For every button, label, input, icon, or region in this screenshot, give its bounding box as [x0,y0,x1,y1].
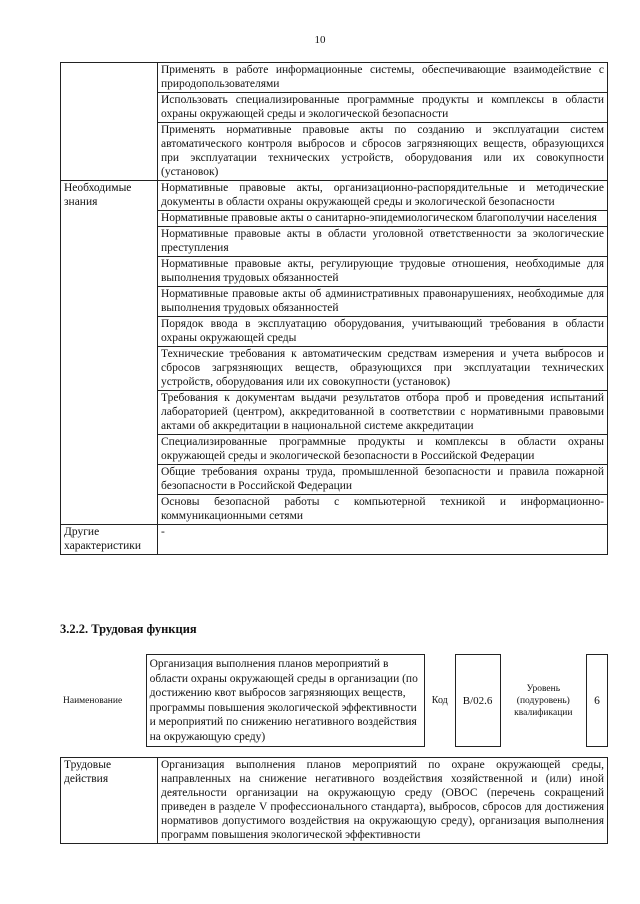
row-item: Специализированные программные продукты и комплексы в области охраны окружающей среды и экологической безопасности в Российской Федерации [158,435,608,465]
qualification-level: 6 [587,655,608,747]
qualification-level-label: Уровень (подуровень) квалификации [514,683,573,718]
row-item: Общие требования охраны труда, промышленной безопасности и правила пожарной безопасности в Российской Федерации [158,465,608,495]
function-code-label: Код [431,694,448,706]
row-item: Нормативные правовые акты о санитарно-эпидемиологическом благополучии населения [158,211,608,227]
row-item: Нормативные правовые акты, регулирующие трудовые отношения, необходимые для выполнения трудовых обязанностей [158,257,608,287]
page-number: 10 [314,34,326,46]
row-item: Требования к документам выдачи результатов отбора проб и проведения испытаний лабораторией (центром), аккредитованной в соответствии с нормативными правовыми актами об аккредитации в национальной системе аккредитации [158,391,608,435]
row-item: Использовать специализированные программные продукты и комплексы в области охраны окружающей среды и экологической безопасности [158,93,608,123]
function-code: B/02.6 [455,655,500,747]
row-item: Технические требования к автоматическим средствам измерения и учета выбросов и сбросов загрязняющих веществ, образующихся при эксплуатации технических устройств, оборудования или их совокупности (установок) [158,347,608,391]
section-heading: 3.2.2. Трудовая функция [60,622,197,636]
table-row [61,181,608,211]
row-item: Основы безопасной работы с компьютерной техникой и информационно-коммуникационными сетями [158,495,608,525]
row-item: - [158,525,608,555]
row-item: Нормативные правовые акты в области уголовной ответственности за экологические преступления [158,227,608,257]
row-label: Другие характеристики [61,525,158,555]
function-name-label: Наименование [63,695,123,706]
function-name: Организация выполнения планов мероприятий в области охраны окружающей среды в организации (по достижению квот выбросов загрязняющих веществ, программы повышения экологической эффективности и мероприятий по снижению негативного воздействия на окружающую среду) [146,655,424,747]
labor-actions-label: Трудовые действия [61,758,158,844]
row-label: Необходимые знания [61,181,158,525]
row-item: Применять нормативные правовые акты по созданию и эксплуатации систем автоматического контроля выбросов и сбросов загрязняющих веществ, образующихся при эксплуатации технических устройств, оборудования или их совокупности (установок) [158,123,608,181]
row-item: Порядок ввода в эксплуатацию оборудования, учитывающий требования в области охраны окружающей среды [158,317,608,347]
table-row [61,525,608,555]
labor-actions-table [60,757,608,844]
row-item: Нормативные правовые акты об административных правонарушениях, необходимые для выполнения трудовых обязанностей [158,287,608,317]
row-item: Применять в работе информационные системы, обеспечивающие взаимодействие с природопользователями [158,63,608,93]
row-label [61,63,158,181]
table-row [61,63,608,93]
labor-function-header [60,654,608,747]
row-item: Нормативные правовые акты, организационно-распорядительные и методические документы в области охраны окружающей среды и экологической безопасности [158,181,608,211]
labor-actions-text: Организация выполнения планов мероприятий по охране окружающей среды, направленных на снижение негативного воздействия хозяйственной и (или) иной деятельности организации на окружающую среду (ОВОС (перечень сокращений приведен в разделе V профессионального стандарта), выбросов, сбросов для достижения нормативов допустимого воздействия на окружающую среду), организация выполнения программ повышения экологической эффективности [158,758,608,844]
competency-table [60,62,608,555]
